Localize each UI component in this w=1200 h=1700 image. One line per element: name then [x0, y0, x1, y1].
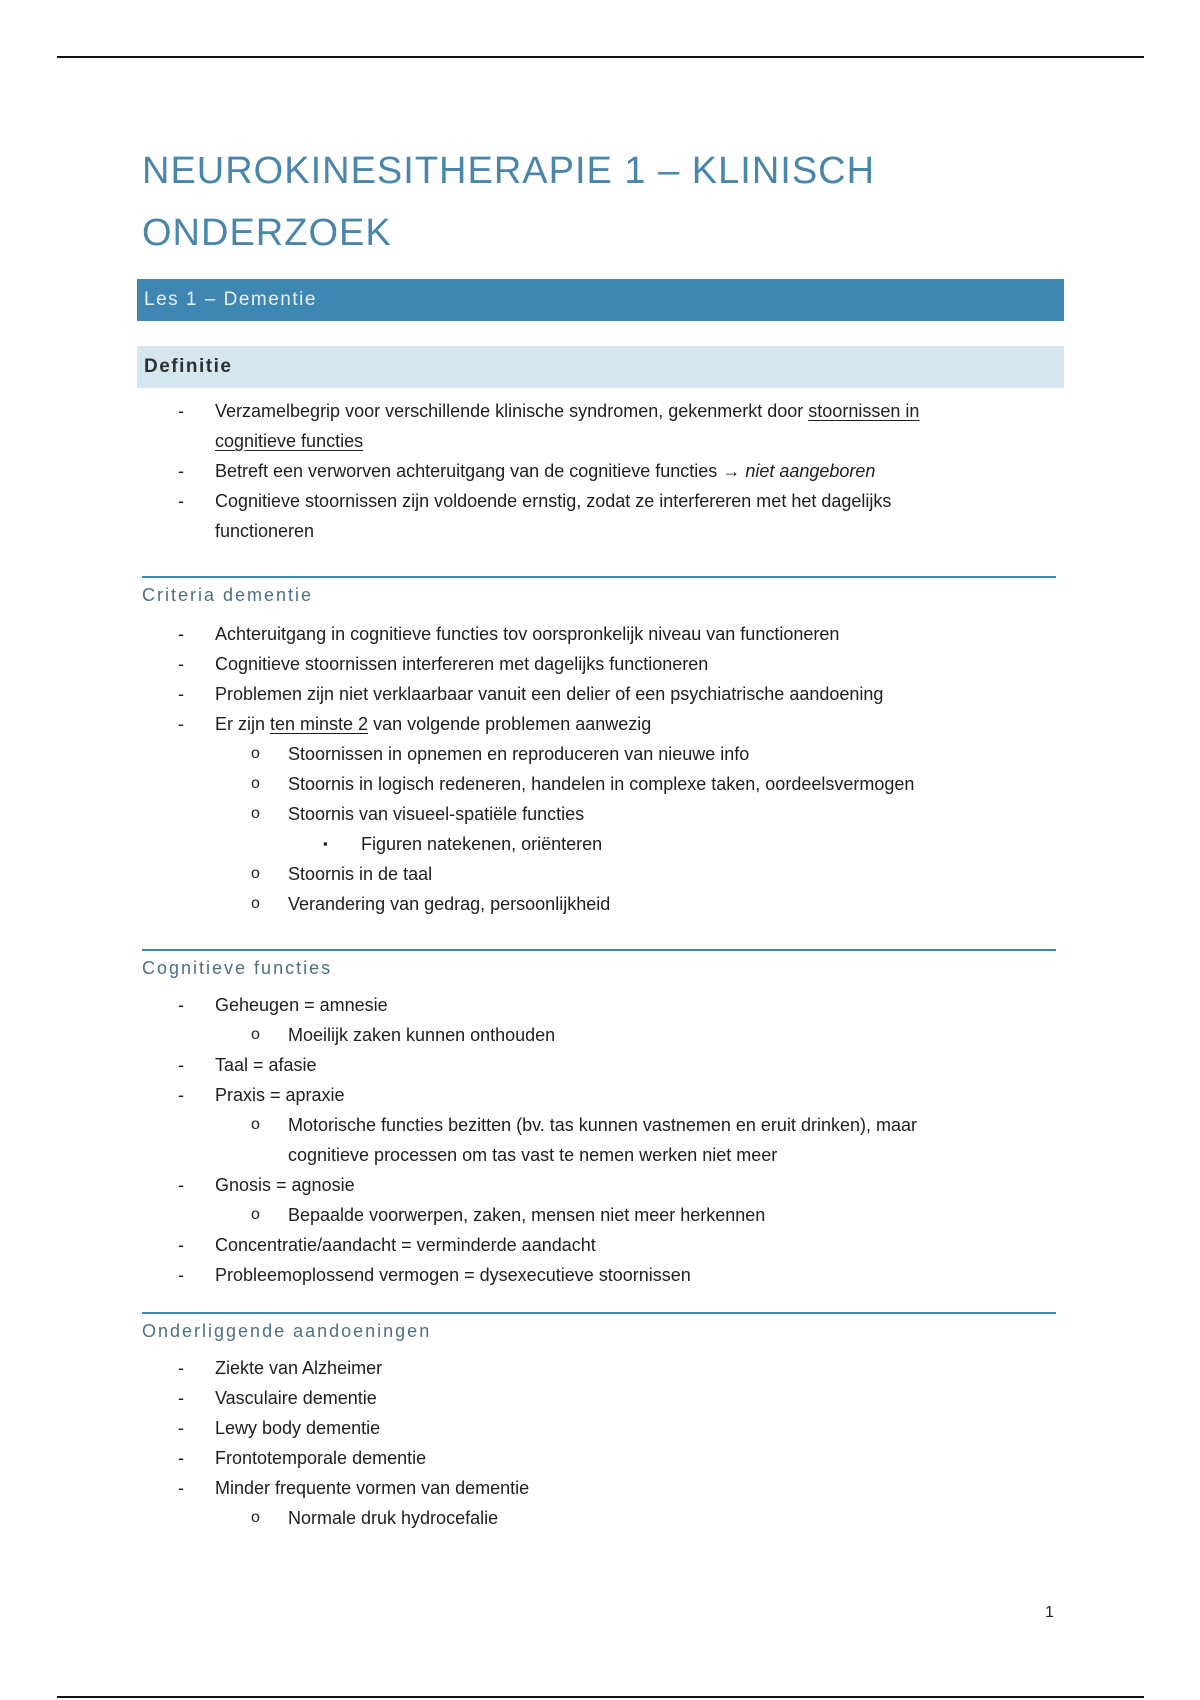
sub-list-item: o Motorische functies bezitten (bv. tas kunnen vastnemen en eruit drinken), maar cognitieve processen om tas vast te nemen werken niet meer [0, 1110, 1200, 1170]
underlined-text: stoornissen in cognitieve functies [215, 401, 920, 451]
sub-list-item: o Normale druk hydrocefalie [0, 1503, 1200, 1533]
list-item: - Vasculaire dementie [0, 1383, 1200, 1413]
list-item: - Lewy body dementie [0, 1413, 1200, 1443]
dash-marker: - [178, 714, 184, 734]
dash-marker: - [178, 654, 184, 674]
circle-marker: o [251, 895, 260, 912]
list-item: - Minder frequente vormen van dementie [0, 1473, 1200, 1503]
dash-marker: - [178, 1175, 184, 1195]
list-item: - Betreft een verworven achteruitgang van de cognitieve functies → niet aangeboren [0, 456, 1200, 486]
circle-marker: o [251, 1116, 260, 1133]
title-line-1: NEUROKINESITHERAPIE 1 – KLINISCH [142, 150, 876, 192]
dash-marker: - [178, 461, 184, 481]
sub-sub-list-item: ▪ Figuren natekenen, oriënteren [0, 829, 1200, 859]
dash-marker: - [178, 1085, 184, 1105]
circle-marker: o [251, 775, 260, 792]
dash-marker: - [178, 1418, 184, 1438]
dash-marker: - [178, 1478, 184, 1498]
sub-list-item: o Stoornis in de taal [0, 859, 1200, 889]
list-item: - Taal = afasie [0, 1050, 1200, 1080]
sub-list-item: o Stoornissen in opnemen en reproduceren van nieuwe info [0, 739, 1200, 769]
dash-marker: - [178, 1358, 184, 1378]
criteria-heading: Criteria dementie [142, 576, 1056, 607]
list-item: - Problemen zijn niet verklaarbaar vanuit een delier of een psychiatrische aandoening [0, 679, 1200, 709]
title-line-2: ONDERZOEK [142, 212, 392, 254]
dash-marker: - [178, 1235, 184, 1255]
circle-marker: o [251, 745, 260, 762]
list-item: - Ziekte van Alzheimer [0, 1353, 1200, 1383]
list-item: - Achteruitgang in cognitieve functies tov oorspronkelijk niveau van functioneren [0, 619, 1200, 649]
bottom-rule [57, 1696, 1144, 1698]
dash-marker: - [178, 1265, 184, 1285]
arrow-icon: → [722, 461, 741, 481]
list-item: - Probleemoplossend vermogen = dysexecutieve stoornissen [0, 1260, 1200, 1290]
lesson-heading: Les 1 – Dementie [137, 279, 1064, 321]
dash-marker: - [178, 684, 184, 704]
circle-marker: o [251, 805, 260, 822]
dash-marker: - [178, 1055, 184, 1075]
square-marker: ▪ [323, 836, 328, 851]
page-number: 1 [1045, 1604, 1054, 1621]
document-title [142, 140, 1122, 264]
sub-list-item: o Stoornis in logisch redeneren, handelen in complexe taken, oordeelsvermogen [0, 769, 1200, 799]
list-item: - Verzamelbegrip voor verschillende klinische syndromen, gekenmerkt door stoornissen in cognitieve functies [0, 396, 1200, 456]
definitie-list [0, 396, 1200, 546]
circle-marker: o [251, 1206, 260, 1223]
list-item: - Cognitieve stoornissen zijn voldoende ernstig, zodat ze interfereren met het dagelijks functioneren [0, 486, 1200, 546]
dash-marker: - [178, 1388, 184, 1408]
list-item: - Geheugen = amnesie [0, 990, 1200, 1020]
list-item: - Cognitieve stoornissen interfereren met dagelijks functioneren [0, 649, 1200, 679]
list-item: - Gnosis = agnosie [0, 1170, 1200, 1200]
sub-list-item: o Stoornis van visueel-spatiële functies [0, 799, 1200, 829]
dash-marker: - [178, 401, 184, 421]
circle-marker: o [251, 1026, 260, 1043]
circle-marker: o [251, 1509, 260, 1526]
dash-marker: - [178, 1448, 184, 1468]
circle-marker: o [251, 865, 260, 882]
definitie-heading: Definitie [137, 346, 1064, 388]
top-rule [57, 56, 1144, 58]
onderliggende-list [0, 1353, 1200, 1533]
underlined-text: ten minste 2 [270, 714, 369, 734]
sub-list-item: o Moeilijk zaken kunnen onthouden [0, 1020, 1200, 1050]
dash-marker: - [178, 624, 184, 644]
onderliggende-heading: Onderliggende aandoeningen [142, 1312, 1056, 1343]
list-item: - Frontotemporale dementie [0, 1443, 1200, 1473]
criteria-list [0, 619, 1200, 919]
dash-marker: - [178, 491, 184, 511]
sub-list-item: o Bepaalde voorwerpen, zaken, mensen niet meer herkennen [0, 1200, 1200, 1230]
list-item: - Praxis = apraxie [0, 1080, 1200, 1110]
list-item: - Concentratie/aandacht = verminderde aandacht [0, 1230, 1200, 1260]
sub-list-item: o Verandering van gedrag, persoonlijkheid [0, 889, 1200, 919]
list-item: - Er zijn ten minste 2 van volgende problemen aanwezig [0, 709, 1200, 739]
dash-marker: - [178, 995, 184, 1015]
italic-text: niet aangeboren [745, 461, 876, 481]
cognitieve-list [0, 990, 1200, 1290]
cognitieve-heading: Cognitieve functies [142, 949, 1056, 980]
